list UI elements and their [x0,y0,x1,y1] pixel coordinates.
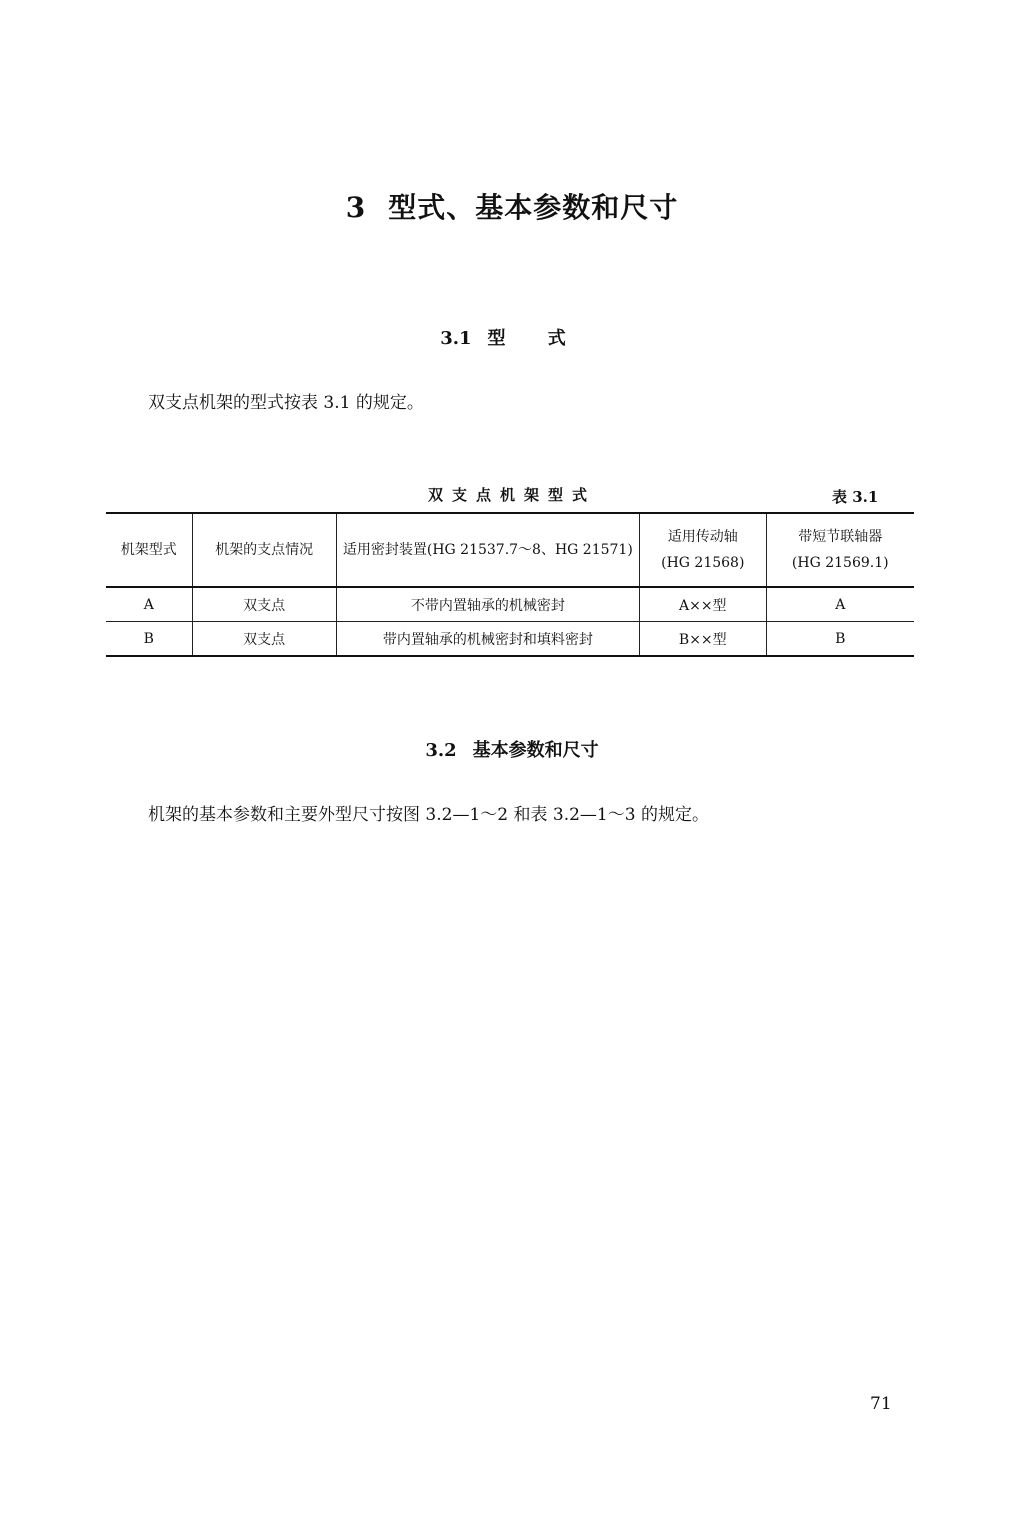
page-number: 71 [870,1394,892,1414]
table-cell: A [766,587,914,622]
table-cell: B [106,622,192,657]
table-row [106,587,914,622]
chapter-title-text: 型式、基本参数和尺寸 [388,191,679,224]
chapter-title [0,186,1024,226]
section-number-3-2: 3.2 [425,740,457,761]
section-number-3-1: 3.1 [440,328,472,349]
table-caption: 双支点机架型式 [427,486,596,504]
header-support-condition: 机架的支点情况 [192,513,336,587]
section-title-3-2 [0,736,1024,762]
paragraph-frame-types: 双支点机架的型式按表 3.1 的规定。 [148,393,424,413]
table-cell: 双支点 [192,587,336,622]
section-title-3-1 [0,324,1024,350]
table-cell: A [106,587,192,622]
table-cell: 不带内置轴承的机械密封 [336,587,639,622]
header-frame-type: 机架型式 [106,513,192,587]
header-drive-shaft: 适用传动轴 (HG 21568) [640,513,767,587]
table-number: 表 3.1 [832,488,879,506]
paragraph-basic-parameters: 机架的基本参数和主要外型尺寸按图 3.2—1～2 和表 3.2—1～3 的规定。 [148,805,709,825]
header-seal-device: 适用密封装置(HG 21537.7～8、HG 21571) [336,513,639,587]
section-title-text-3-1: 型 式 [487,328,584,349]
table-cell: 带内置轴承的机械密封和填料密封 [336,622,639,657]
table-cell: A××型 [640,587,767,622]
header-coupling: 带短节联轴器 (HG 21569.1) [766,513,914,587]
table-cell: B [766,622,914,657]
frame-types-table [106,512,914,657]
table-cell: B××型 [640,622,767,657]
table-row [106,622,914,657]
chapter-number: 3 [345,191,367,224]
table-header-row [106,513,914,587]
section-title-text-3-2: 基本参数和尺寸 [472,740,599,761]
table-cell: 双支点 [192,622,336,657]
